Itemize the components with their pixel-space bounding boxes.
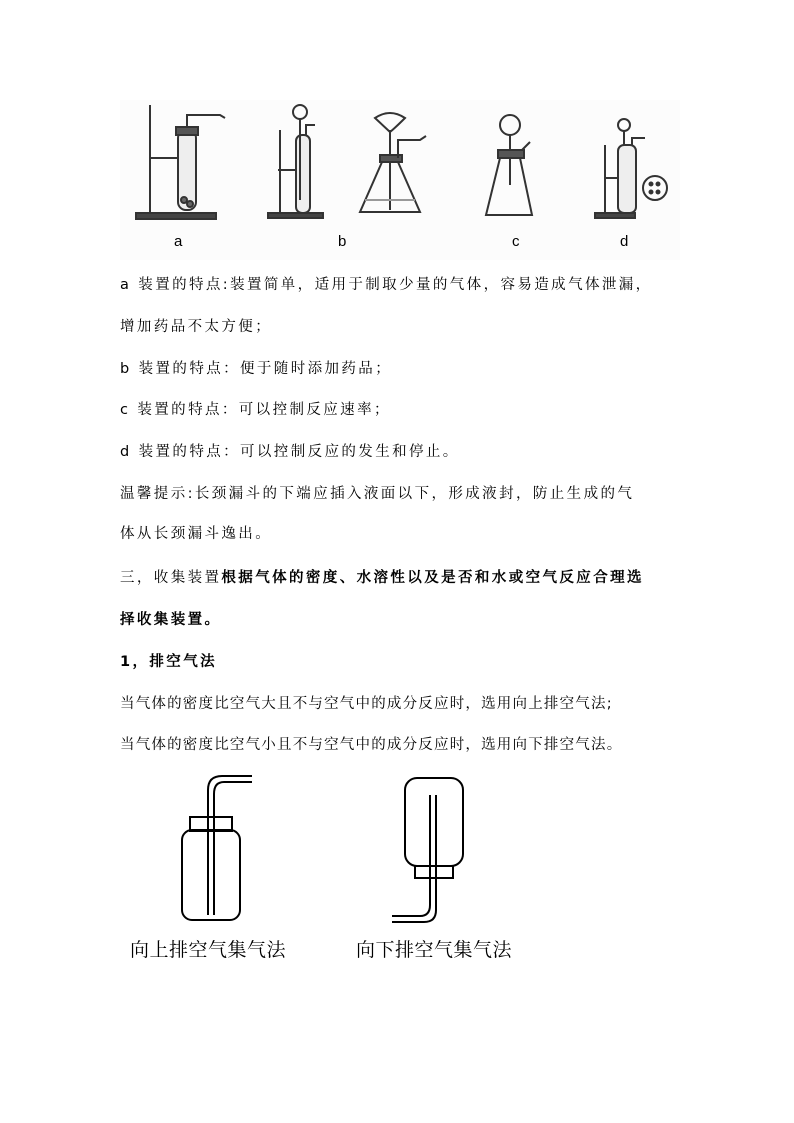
section3-bold-line1: 根据气体的密度、水溶性以及是否和水或空气反应合理选 <box>221 570 644 586</box>
method-upward: 当气体的密度比空气大且不与空气中的成分反应时，选用向上排空气法; <box>120 696 613 712</box>
label-a: a <box>174 233 183 250</box>
caption-upward: 向上排空气集气法 <box>130 939 287 961</box>
paragraph-a-line1: a 装置的特点:装置简单，适用于制取少量的气体，容易造成气体泄漏， <box>120 277 653 293</box>
paragraph-b: b 装置的特点：便于随时添加药品； <box>120 361 393 377</box>
tip-line1: 温馨提示:长颈漏斗的下端应插入液面以下，形成液封，防止生成的气 <box>120 486 635 502</box>
method-downward: 当气体的密度比空气小且不与空气中的成分反应时，选用向下排空气法。 <box>120 737 623 753</box>
collection-drawing <box>120 770 560 940</box>
section3-bold-line2: 择收集装置。 <box>120 612 222 628</box>
label-d: d <box>620 233 629 250</box>
apparatus-figure <box>120 100 680 260</box>
section3-prefix: 三，收集装置 <box>120 570 222 586</box>
paragraph-c: c 装置的特点：可以控制反应速率； <box>120 402 391 418</box>
bottle-upward <box>182 776 252 920</box>
subsection-1-heading: 1，排空气法 <box>120 654 217 670</box>
label-c: c <box>512 233 520 250</box>
paragraph-a-line2: 增加药品不太方便； <box>120 319 273 335</box>
tip-line2: 体从长颈漏斗逸出。 <box>120 526 273 542</box>
apparatus-drawing <box>120 100 680 260</box>
section3-heading <box>120 566 644 587</box>
paragraph-d: d 装置的特点：可以控制反应的发生和停止。 <box>120 444 460 460</box>
bottle-downward <box>392 778 463 922</box>
caption-downward: 向下排空气集气法 <box>356 939 513 961</box>
label-b: b <box>338 233 347 250</box>
